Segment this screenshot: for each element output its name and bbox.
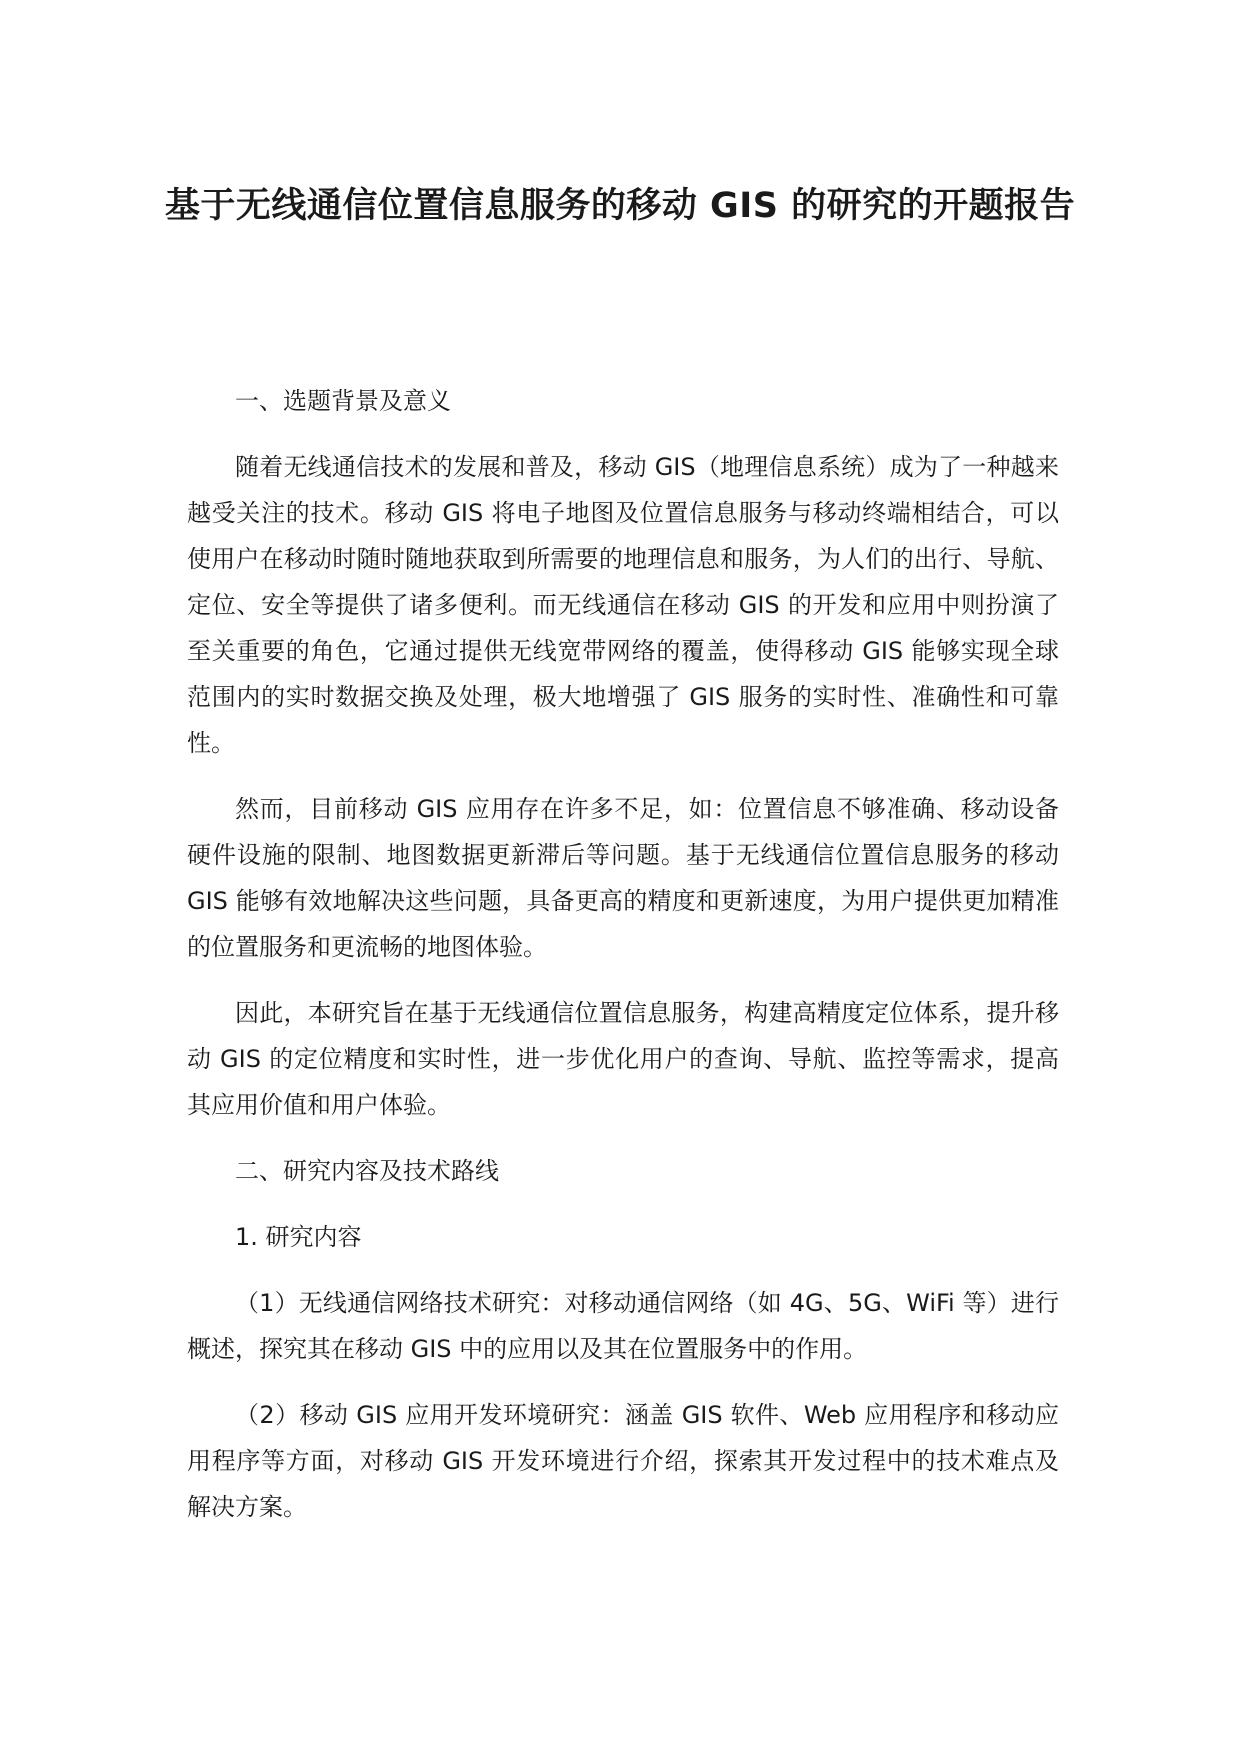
document-body (187, 378, 1059, 1550)
section-heading-background: 一、选题背景及意义 (235, 387, 451, 415)
paragraph-research-item-1: （1）无线通信网络技术研究：对移动通信网络（如 4G、5G、WiFi 等）进行概述，探究其在移动 GIS 中的应用以及其在位置服务中的作用。 (187, 1289, 1059, 1363)
paragraph-background-2: 然而，目前移动 GIS 应用存在许多不足，如：位置信息不够准确、移动设备硬件设施的限制、地图数据更新滞后等问题。基于无线通信位置信息服务的移动 GIS 能够有效地解决这些问题，具备更高的精度和更新速度，为用户提供更加精准的位置服务和更流畅的地图体验。 (187, 795, 1059, 961)
paragraph-background-1: 随着无线通信技术的发展和普及，移动 GIS（地理信息系统）成为了一种越来越受关注的技术。移动 GIS 将电子地图及位置信息服务与移动终端相结合，可以使用户在移动时随时随地获取到所需要的地理信息和服务，为人们的出行、导航、定位、安全等提供了诸多便利。而无线通信在移动 GIS 的开发和应用中则扮演了至关重要的角色，它通过提供无线宽带网络的覆盖，使得移动 GIS 能够实现全球范围内的实时数据交换及处理，极大地增强了 GIS 服务的实时性、准确性和可靠性。 (187, 453, 1059, 757)
document-title: 基于无线通信位置信息服务的移动 GIS 的研究的开题报告 (164, 186, 1076, 226)
paragraph-research-item-2: （2）移动 GIS 应用开发环境研究：涵盖 GIS 软件、Web 应用程序和移动应用程序等方面，对移动 GIS 开发环境进行介绍，探索其开发过程中的技术难点及解决方案。 (187, 1401, 1059, 1521)
subsection-heading-content: 1. 研究内容 (235, 1223, 362, 1251)
paragraph-background-3: 因此，本研究旨在基于无线通信位置信息服务，构建高精度定位体系，提升移动 GIS 的定位精度和实时性，进一步优化用户的查询、导航、监控等需求，提高其应用价值和用户体验。 (187, 999, 1059, 1119)
section-heading-research: 二、研究内容及技术路线 (235, 1157, 499, 1185)
